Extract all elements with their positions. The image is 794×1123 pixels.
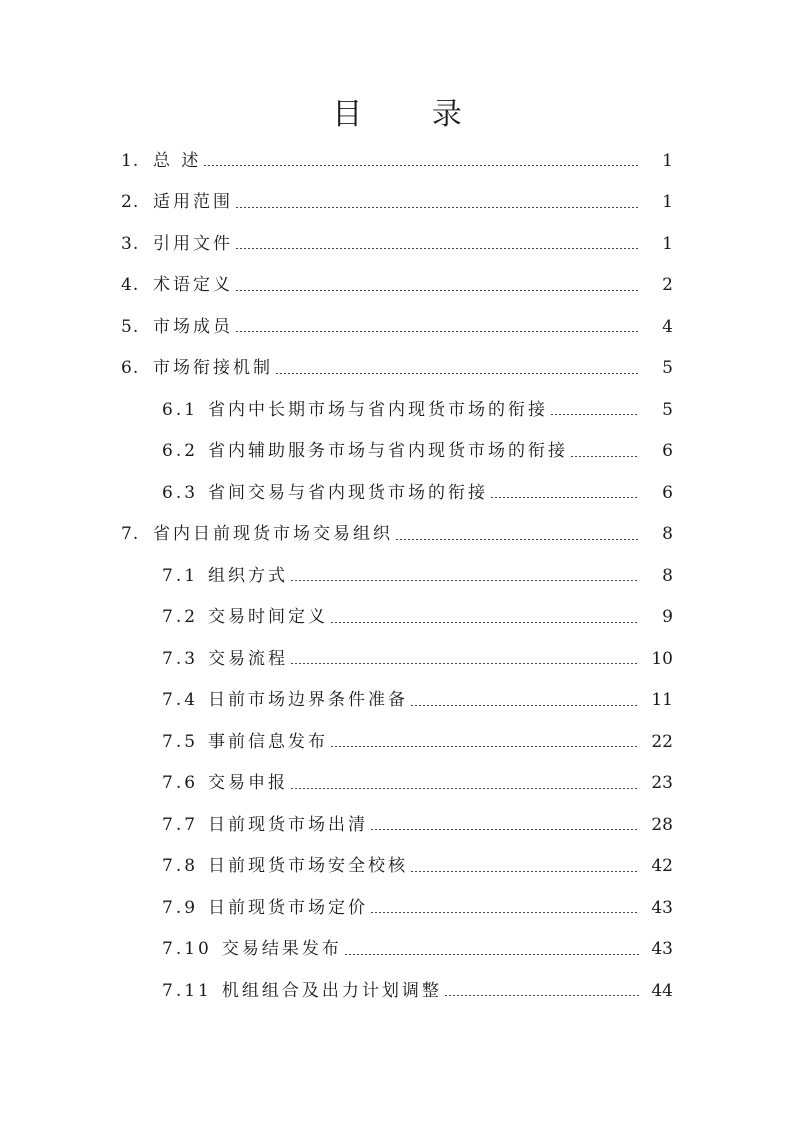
toc-entry-number: 7.8 [162, 856, 199, 877]
toc-entry[interactable] [0, 555, 794, 597]
toc-dot-leader [410, 871, 639, 872]
toc-entry-page-number: 8 [662, 524, 673, 545]
toc-entry[interactable] [0, 763, 794, 805]
toc-entry[interactable] [0, 472, 794, 514]
toc-entry[interactable] [0, 389, 794, 431]
toc-entry-label: 省间交易与省内现货市场的衔接 [208, 482, 489, 503]
toc-entry-number: 6.3 [162, 482, 199, 503]
toc-entry-number: 7.4 [162, 690, 199, 711]
toc-dot-leader [290, 788, 639, 789]
toc-entry-number: 7. [121, 524, 140, 545]
toc-dot-leader [203, 165, 639, 166]
toc-dot-leader [370, 912, 639, 913]
toc-entry-number: 6.1 [162, 399, 199, 420]
toc-entry-label: 交易时间定义 [208, 607, 329, 628]
toc-dot-leader [550, 414, 639, 415]
toc-entry-number: 7.5 [162, 731, 199, 752]
toc-entry-page-number: 11 [651, 690, 673, 711]
toc-entry-number: 4. [121, 275, 140, 296]
toc-entry-page-number: 43 [651, 939, 673, 960]
toc-entry-page-number: 6 [662, 441, 673, 462]
toc-entry-page-number: 42 [651, 856, 673, 877]
toc-dot-leader [235, 290, 639, 291]
toc-entry-label: 市场衔接机制 [153, 358, 273, 379]
toc-entry[interactable] [0, 887, 794, 929]
toc-dot-leader [290, 663, 639, 664]
toc-entry-number: 1. [121, 150, 140, 171]
toc-entry-label: 交易流程 [208, 648, 289, 669]
toc-entry[interactable] [0, 846, 794, 888]
toc-dot-leader [410, 705, 639, 706]
toc-entry[interactable] [0, 140, 794, 182]
toc-entry-label: 总 述 [153, 150, 202, 171]
toc-dot-leader [490, 497, 639, 498]
toc-entry-label: 组织方式 [208, 565, 289, 586]
toc-entry-number: 3. [121, 233, 140, 254]
toc-entry-page-number: 28 [651, 814, 673, 835]
toc-entry-page-number: 5 [662, 358, 673, 379]
toc-entry-number: 7.3 [162, 648, 199, 669]
toc-entry-number: 7.1 [162, 565, 199, 586]
toc-entry-page-number: 10 [651, 648, 673, 669]
toc-dot-leader [444, 995, 639, 996]
toc-entry[interactable] [0, 182, 794, 224]
toc-entry[interactable] [0, 970, 794, 1012]
toc-dot-leader [275, 373, 639, 374]
toc-dot-leader [330, 622, 639, 623]
toc-dot-leader [235, 331, 639, 332]
toc-entry-page-number: 44 [651, 980, 673, 1001]
toc-entry-label: 日前现货市场安全校核 [208, 856, 409, 877]
toc-entry[interactable] [0, 431, 794, 473]
toc-entry-page-number: 4 [662, 316, 673, 337]
toc-entry-label: 省内日前现货市场交易组织 [153, 524, 393, 545]
toc-entry-page-number: 5 [662, 399, 673, 420]
toc-entry-label: 机组组合及出力计划调整 [221, 980, 442, 1001]
toc-entry[interactable] [0, 597, 794, 639]
toc-entry-label: 术语定义 [153, 275, 233, 296]
toc-entry-page-number: 9 [662, 607, 673, 628]
toc-entry-number: 7.7 [162, 814, 199, 835]
toc-entry-page-number: 43 [651, 897, 673, 918]
page-title: 目 录 [332, 97, 492, 132]
toc-entry-number: 6. [121, 358, 140, 379]
table-of-contents [0, 140, 794, 1012]
toc-entry-number: 6.2 [162, 441, 199, 462]
toc-entry-page-number: 8 [662, 565, 673, 586]
toc-entry-number: 2. [121, 192, 140, 213]
toc-dot-leader [344, 954, 639, 955]
toc-entry[interactable] [0, 348, 794, 390]
toc-entry[interactable] [0, 804, 794, 846]
toc-entry-label: 市场成员 [153, 316, 233, 337]
toc-entry-number: 7.6 [162, 773, 199, 794]
toc-entry[interactable] [0, 929, 794, 971]
toc-entry-label: 省内辅助服务市场与省内现货市场的衔接 [208, 441, 569, 462]
toc-dot-leader [395, 539, 639, 540]
toc-entry-number: 7.10 [162, 939, 212, 960]
toc-dot-leader [235, 207, 639, 208]
toc-entry-label: 适用范围 [153, 192, 233, 213]
toc-entry[interactable] [0, 306, 794, 348]
toc-dot-leader [570, 456, 639, 457]
toc-entry-label: 交易结果发布 [221, 939, 342, 960]
toc-entry-label: 日前市场边界条件准备 [208, 690, 409, 711]
toc-entry-label: 交易申报 [208, 773, 289, 794]
toc-entry-page-number: 2 [662, 275, 673, 296]
toc-entry-number: 5. [121, 316, 140, 337]
toc-entry[interactable] [0, 265, 794, 307]
toc-entry[interactable] [0, 680, 794, 722]
toc-entry-page-number: 6 [662, 482, 673, 503]
toc-dot-leader [290, 580, 639, 581]
toc-entry[interactable] [0, 638, 794, 680]
toc-entry-label: 事前信息发布 [208, 731, 329, 752]
toc-dot-leader [330, 746, 639, 747]
toc-entry[interactable] [0, 223, 794, 265]
toc-entry-page-number: 23 [651, 773, 673, 794]
toc-entry[interactable] [0, 514, 794, 556]
toc-entry-label: 引用文件 [153, 233, 233, 254]
toc-entry-label: 日前现货市场出清 [208, 814, 369, 835]
toc-entry-page-number: 1 [662, 150, 673, 171]
toc-entry-number: 7.9 [162, 897, 199, 918]
toc-entry-page-number: 1 [662, 192, 673, 213]
toc-entry-page-number: 22 [651, 731, 673, 752]
toc-entry-label: 省内中长期市场与省内现货市场的衔接 [208, 399, 549, 420]
toc-dot-leader [370, 829, 639, 830]
toc-entry-number: 7.2 [162, 607, 199, 628]
toc-entry-label: 日前现货市场定价 [208, 897, 369, 918]
toc-entry[interactable] [0, 721, 794, 763]
toc-entry-page-number: 1 [662, 233, 673, 254]
toc-dot-leader [235, 248, 639, 249]
toc-entry-number: 7.11 [162, 980, 212, 1001]
